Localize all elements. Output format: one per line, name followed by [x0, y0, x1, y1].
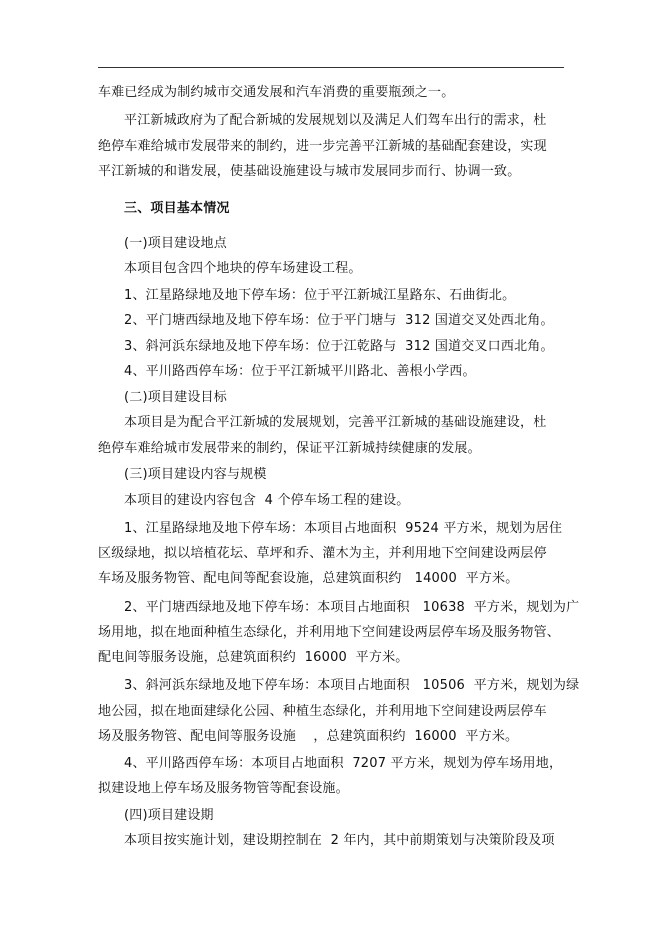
- list-item: 4、平川路西停车场：本项目占地面积 7207 平方米，规划为停车场用地，: [124, 756, 563, 771]
- text-line: 本项目是为配合平江新城的发展规划，完善平江新城的基础设施建设，杜: [124, 415, 547, 430]
- subsection-heading: (二)项目建设目标: [124, 390, 227, 405]
- list-item: 1、江星路绿地及地下停车场：本项目占地面积 9524 平方米，规划为居住: [124, 521, 563, 536]
- subsection-heading: (三)项目建设内容与规模: [124, 467, 267, 482]
- text-line: 配电间等服务设施，总建筑面积约 16000 平方米。: [98, 650, 409, 665]
- text-line: 车难已经成为制约城市交通发展和汽车消费的重要瓶颈之一。: [98, 85, 455, 100]
- text-line: 车场及服务物管、配电间等配套设施，总建筑面积约 14000 平方米。: [98, 571, 519, 586]
- list-item: 3、斜河浜东绿地及地下停车场：位于江乾路与 312 国道交叉口西北角。: [124, 339, 554, 354]
- list-item: 4、平川路西停车场：位于平江新城平川路北、善根小学西。: [124, 364, 476, 379]
- section-heading: 三、项目基本情况: [124, 201, 230, 216]
- header-rule: [98, 67, 564, 68]
- text-line: 绝停车难给城市发展带来的制约，保证平江新城持续健康的发展。: [98, 441, 481, 456]
- text-line: 本项目按实施计划，建设期控制在 2 年内，其中前期策划与决策阶段及项: [124, 833, 555, 848]
- subsection-heading: (一)项目建设地点: [124, 236, 227, 251]
- text-line: 本项目包含四个地块的停车场建设工程。: [124, 261, 362, 276]
- text-line: 本项目的建设内容包含 4 个停车场工程的建设。: [124, 493, 410, 508]
- text-line: 区级绿地，拟以培植花坛、草坪和乔、灌木为主，并利用地下空间建设两层停: [98, 546, 547, 561]
- list-item: 1、江星路绿地及地下停车场：位于平江新城江星路东、石曲街北。: [124, 288, 516, 303]
- text-line: 地公园，拟在地面建绿化公园、种植生态绿化，并利用地下空间建设两层停车: [98, 704, 547, 719]
- text-line: 平江新城的和谐发展，使基础设施建设与城市发展同步而行、协调一致。: [98, 164, 521, 179]
- text-line: 绝停车难给城市发展带来的制约，进一步完善平江新城的基础配套建设，实现: [98, 139, 547, 154]
- text-line: 平江新城政府为了配合新城的发展规划以及满足人们驾车出行的需求，杜: [124, 113, 547, 128]
- list-item: 3、斜河浜东绿地及地下停车场：本项目占地面积 10506 平方米，规划为绿: [124, 678, 580, 693]
- list-item: 2、平门塘西绿地及地下停车场：位于平门塘与 312 国道交叉处西北角。: [124, 313, 554, 328]
- text-line: 场用地，拟在地面种植生态绿化，并利用地下空间建设两层停车场及服务物管、: [98, 625, 561, 640]
- text-line: 场及服务物管、配电间等服务设施 ，总建筑面积约 16000 平方米。: [98, 729, 519, 744]
- subsection-heading: (四)项目建设期: [124, 808, 214, 823]
- list-item: 2、平门塘西绿地及地下停车场：本项目占地面积 10638 平方米，规划为广: [124, 600, 580, 615]
- text-line: 拟建设地上停车场及服务物管等配套设施。: [98, 781, 349, 796]
